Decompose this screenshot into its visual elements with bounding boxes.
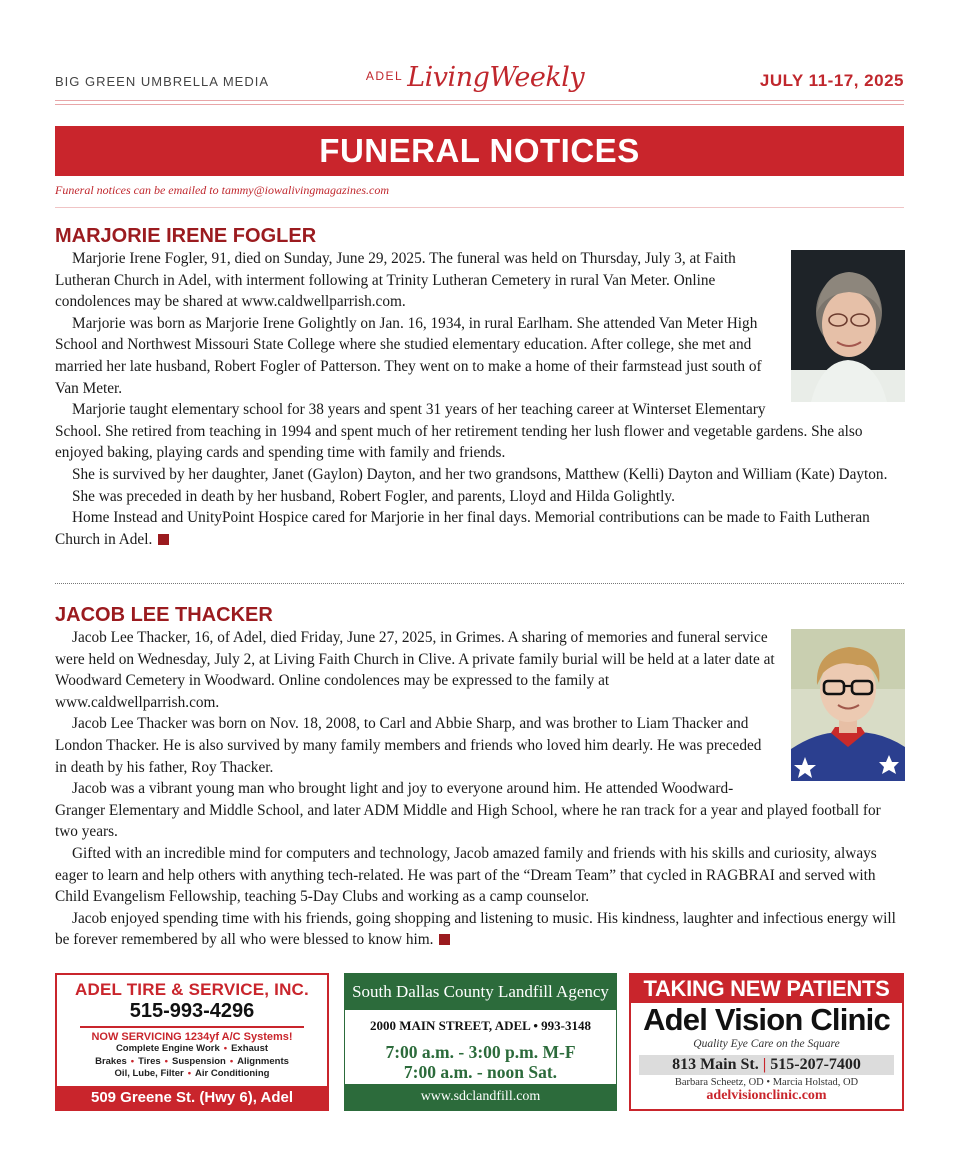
ad-business-name: ADEL TIRE & SERVICE, INC. (75, 980, 309, 999)
ad-address: 509 Greene St. (Hwy 6), Adel (57, 1086, 327, 1109)
service-item: Suspension (172, 1055, 226, 1067)
ad-rule (80, 1026, 304, 1028)
service-item: Complete Engine Work (115, 1043, 220, 1054)
notice-body (55, 248, 905, 550)
notice-paragraph-text: Home Instead and UnityPoint Hospice cared for Marjorie in her final days. Memorial contributions can be made to Faith Lutheran Church in Adel. (55, 509, 870, 548)
deceased-name: MARJORIE IRENE FOGLER (55, 225, 317, 247)
ad-service-list (57, 1043, 327, 1081)
deceased-name: JACOB LEE THACKER (55, 604, 273, 626)
ad-landfill-agency[interactable] (344, 973, 617, 1111)
ad-address: 813 Main St. (672, 1056, 759, 1073)
ad-headline: TAKING NEW PATIENTS (631, 975, 902, 1003)
ad-adel-tire[interactable] (55, 973, 329, 1111)
notice-paragraph-final (55, 908, 905, 951)
service-row (57, 1068, 327, 1081)
notice-divider (55, 583, 904, 584)
ad-address: 2000 MAIN STREET, ADEL • 993-3148 (369, 1018, 591, 1033)
submission-note: Funeral notices can be emailed to tammy@iowalivingmagazines.com (55, 183, 389, 197)
notice-paragraph-final (55, 507, 905, 550)
ad-servicing-note: NOW SERVICING 1234yf A/C Systems! (91, 1031, 293, 1043)
funeral-notice (55, 601, 905, 951)
service-row (57, 1056, 327, 1069)
ad-website-link[interactable]: adelvisionclinic.com (706, 1088, 827, 1103)
hours-weekday: 7:00 a.m. - 3:00 p.m. M-F (385, 1042, 576, 1062)
header-rule-secondary (55, 104, 904, 105)
bullet-icon: • (229, 1055, 234, 1067)
bullet-icon: • (763, 1077, 773, 1088)
logo-wordmark: LivingWeekly (407, 62, 585, 93)
logo-city: ADEL (365, 69, 404, 83)
service-item: Alignments (237, 1055, 289, 1067)
doctor-name: Marcia Holstad, OD (772, 1077, 859, 1088)
ad-doctors (631, 1077, 902, 1088)
notice-paragraph: Marjorie was born as Marjorie Irene Golightly on Jan. 16, 1934, in rural Earlham. She attended Van Meter High School and Northwest Missouri State College where she studied elementary education. After college, she met and married her late husband, Robert Fogler of Patterson. They went on to make a home of their farmstead just south of Van Meter. (55, 314, 762, 397)
bullet-icon: • (187, 1068, 192, 1079)
ad-hours (345, 1042, 616, 1082)
doctor-name: Barbara Scheetz, OD (674, 1077, 764, 1088)
service-item: Exhaust (231, 1043, 269, 1054)
ad-business-name: South Dallas County Landfill Agency (345, 974, 616, 1010)
header-rule (55, 100, 904, 101)
service-item: Oil, Lube, Filter (114, 1068, 184, 1079)
funeral-notice (55, 222, 905, 550)
issue-date: JULY 11-17, 2025 (759, 71, 904, 90)
publisher-name: BIG GREEN UMBRELLA MEDIA (55, 74, 269, 89)
ad-tagline: Quality Eye Care on the Square (693, 1038, 840, 1050)
end-mark-icon (439, 934, 450, 945)
section-rule (55, 207, 904, 208)
notice-paragraph: Jacob was a vibrant young man who brought light and joy to everyone around him. He attended Woodward-Granger Elementary and Middle School, and later ADM Middle and High School, where he ran track for a year and played football for two years. (55, 780, 881, 841)
portrait-photo (791, 250, 905, 402)
bullet-icon: • (130, 1055, 135, 1067)
notice-paragraph: Marjorie Irene Fogler, 91, died on Sunday, June 29, 2025. The funeral was held on Thursday, July 3, at Faith Lutheran Church in Adel, with interment following at Trinity Lutheran Cemetery in rural Van Meter. Online condolences may be shared at www.caldwellparrish.com. (55, 250, 736, 311)
notice-paragraph: Marjorie taught elementary school for 38 years and spent 31 years of her teaching career at Winterset Elementary School. She retired from teaching in 1994 and spent much of her retirement tending her lush flower and vegetable gardens. She also enjoyed baking, playing cards and spending time with family and friends. (55, 401, 863, 462)
hours-saturday: 7:00 a.m. - noon Sat. (403, 1062, 558, 1082)
portrait-photo (791, 629, 905, 781)
ad-vision-clinic[interactable] (629, 973, 904, 1111)
bullet-icon: • (164, 1055, 168, 1067)
service-item: Tires (138, 1055, 161, 1067)
service-row (57, 1043, 327, 1056)
separator-bar: | (762, 1056, 767, 1073)
section-banner: FUNERAL NOTICES (55, 126, 904, 176)
ad-address-bar (639, 1055, 894, 1075)
notice-paragraph-text: Jacob enjoyed spending time with his friends, going shopping and listening to music. His kindness, laughter and infectious energy will be forever remembered by all who were blessed to know him. (55, 909, 896, 949)
notice-paragraph: She is survived by her daughter, Janet (Gaylon) Dayton, and her two grandsons, Matthew (Kelli) Dayton and William (Kate) Dayton. (72, 465, 888, 483)
service-item: Brakes (95, 1055, 127, 1067)
service-item: Air Conditioning (195, 1068, 270, 1079)
ad-website-link[interactable]: www.sdclandfill.com (345, 1084, 616, 1110)
bullet-icon: • (223, 1043, 228, 1054)
notice-paragraph: Jacob Lee Thacker was born on Nov. 18, 2008, to Carl and Abbie Sharp, and was brother to Liam Thacker and London Thacker. He is also survived by many family members and friends who loved him dearly. He was preceded in death by his father, Roy Thacker. (55, 715, 762, 776)
ad-phone: 515-993-4296 (129, 1000, 255, 1022)
ad-business-name: Adel Vision Clinic (643, 1002, 890, 1037)
notice-paragraph: Jacob Lee Thacker, 16, of Adel, died Friday, June 27, 2025, in Grimes. A sharing of memories and funeral service were held on Wednesday, July 2, at Living Faith Church in Clive. A private family burial will be held at a later date at Woodward Cemetery in Woodward. Online condolences may be expressed to the family at www.caldwellparrish.com. (55, 629, 775, 711)
publication-logo (355, 62, 595, 93)
ad-phone: 515-207-7400 (770, 1056, 861, 1073)
notice-paragraph: She was preceded in death by her husband, Robert Fogler, and parents, Lloyd and Hilda Golightly. (72, 487, 675, 505)
masthead (55, 62, 904, 104)
end-mark-icon (158, 534, 169, 545)
notice-body (55, 627, 905, 951)
notice-paragraph: Gifted with an incredible mind for computers and technology, Jacob amazed family and friends with his skills and curiosity, always eager to learn and help others with anything tech-related. He was part of the “Dream Team” that cycled in RAGBRAI and served with Child Evangelism Fellowship, teaching 5-Day Clubs and working as a camp counselor. (55, 844, 877, 906)
